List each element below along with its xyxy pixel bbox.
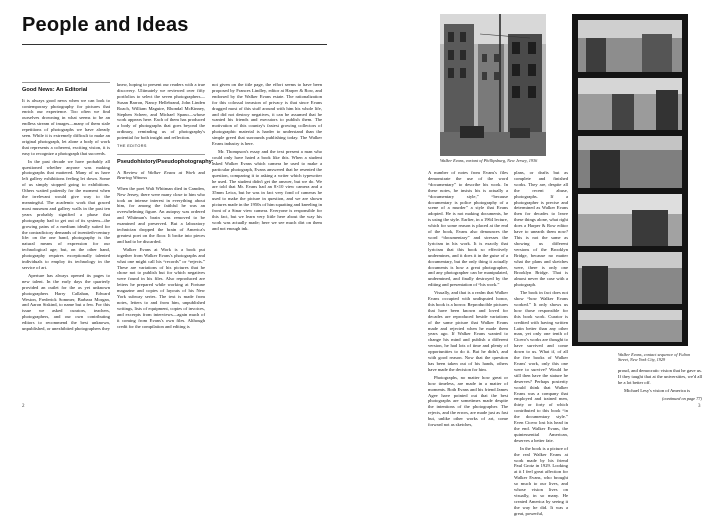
folio-right: 3 bbox=[698, 404, 701, 409]
folio-left: 2 bbox=[22, 404, 25, 409]
section-rule bbox=[22, 82, 110, 83]
continued-note: (continued on page 77) bbox=[662, 395, 702, 401]
paragraph: Aperture has always opened its pages to new talent. In the early days the quarterly provided an outlet for the as yet unknown photographers Harry Callahan, Edward Weston, Frederick Sommer, Barbara Morgan, and Aaron Siskind, to name but a few. For this issue we asked curators, teachers, photographers, and our own contributing editors to recommend the best unknown, unpublished, or unexhibited photographers they bbox=[22, 272, 110, 332]
section-rule bbox=[117, 154, 205, 155]
column-6 bbox=[618, 368, 702, 402]
title-rule bbox=[22, 44, 327, 45]
caption-top-photo: Walker Evans, variant of Phillipsburg, New Jersey, 1936 bbox=[440, 158, 538, 163]
paragraph: Photographs, no matter how great or how timeless, are made in a matter of moments. Both Evans and his friend James Agee have pointed out that the best photographs are sometimes made despite the intentions of the photographer. The rejects, and the errors, are made just as fast but, unlike other works of art, come forward not as sketches, bbox=[428, 374, 508, 428]
paragraph: Walker Evans at Work is a book put together from Walker Evans's photographs and what one might call his “records” or “rejects.” These are variations of his pictures that he chose not to publish but for which negatives were found in his files. Also reproduced are letters he prepared while working at Fortune magazine and copies of layouts of his New York subway series. The text is made from notes, letters to and from him, unpublished writings, lists of equipment, copies of invoices, and excerpts from interviews—again much of it coming from Evans's own files. Although credit for the compilation and editing is bbox=[117, 246, 205, 329]
paragraph: not given on the title page, the effort seems to have been proposed by Frances Lindley, editor at Harper & Row, and endorsed by the Walker Evans estate. The rationalization for this colossal invasion of privacy is that since Evans dragged most of this stuff around with him his whole life, and did not destroy negatives, it can be assumed that he wanted his friends and executors to publish them. The motivation of this country's fastest growing collectors of photographic material is harder to understand than the simple greed that surrounds publishing today. The Walker Evans industry is here. bbox=[212, 82, 322, 147]
caption-bottom-photo: Walker Evans, contact sequence of Fulton Street, New York City, 1929 bbox=[618, 352, 691, 363]
paragraph: In the past decade we have probably all questioned whether anyone was making photographs that mattered. Many of us have left gallery exhibitions feeling let down. Some of us simply stopped going to exhibitions. Others waited patiently for the moment when the irrelevant would give way to the meaningful. The academic work that graced most museum and gallery walls in the past ten years probably signified a phase that photography had to get out of its system—the growing pains of a medium ideally suited for the contradictory demands of twentieth-century life: on the one hand, photography is the natural means of expression for our technological age; but, on the other hand, photography requires exceptionally talented individuals to employ its technology in the service of art. bbox=[22, 158, 110, 270]
page-title: People and Ideas bbox=[22, 14, 189, 36]
editors-signature: THE EDITORS bbox=[117, 144, 147, 149]
paragraph: A number of notes from Evans's files demonstrate the use of the word “documentary” to describe his work. In these notes, he insists his is actually a “documentary style,” “because documentary is police photography of a scene of a murder” a style that Evans adopted. He is not making documents, he is using the style. Earlier, in a 1964 lecture, which for some reason is placed at the end of the book, Evans also denounces the word “documentary” and stresses the lyricism in his work. It is exactly that lyricism that this book so effectively undermines, and it does it in the guise of a documentary, but the only thing it actually documents is how a great photographer, and any photographer can be manipulated, undermined, and finally destroyed by the editing and presentation of “his work.” bbox=[428, 170, 508, 288]
street-scene-image bbox=[440, 14, 546, 156]
paragraph: It is always good news when we can look to contemporary photography for pictures that enrich our experience. Too often we find ourselves drowning in what seems to be an endless stream of images—many of them stale repetitions of photographs we have already seen. While it is extremely difficult to make an original photograph, let alone a body of work that represents a coherent, exciting vision, it is easy to recognize a photograph that succeeds. bbox=[22, 97, 110, 156]
column-1 bbox=[22, 82, 110, 400]
paragraph: proud, and democratic vision that he gave us. If they taught that at the universities, we'd all be a lot better off. bbox=[618, 368, 702, 385]
column-2 bbox=[117, 82, 214, 400]
paragraph: plans, or drafts but as complete and finished works. They are, despite all the recent abuse, photographs. If a photographer is precise and determined as Walker Evans then for decades to leave these things alone, what right does a Harper & Row editor have to unearth them now? This is not the same as showing us different versions of the Brooklyn Bridge, because no matter what the plans and sketches were, there is only one Brooklyn Bridge. That is almost never the case with a photograph. bbox=[514, 170, 568, 288]
paragraph: knew, hoping to present our readers with a true discovery. Ultimately we reviewed over fifty portfolios to select the seven photographers—Susan Barron, Nancy Hellebrand, John Linden Roach, William Maguire, Rhondal McKinney, Stephen Scheer, and Michael Spano—whose work appears here. Each of them has produced a body of photographs that goes beyond the ordinary, reminding us of photography's potential for both insight and reflection. bbox=[117, 82, 205, 141]
paragraph: Mr. Thompson's essay and the text present a man who could only have hated a book like this. When a student asked Walker Evans which camera he used to make a particular photograph, Evans answered that he resented the question, comparing it to asking a writer which typewriter he used. The student didn't get the answer, but we do. We are told that Mr. Evans had an 8×10 view camera and a 35mm Leica, but he was in fact very fond of cameras he used to make the picture in question, and we are shown pictures made in the 1950s of him squatting and kneeling in front of a Sinar view camera. Everyone is responsible for this fact, but we learn very little here about the way his work was actually made; here we see much dirt on them and not enough ink. bbox=[212, 148, 322, 231]
paragraph: In the book is a picture of the real Walker Evans at work made by his friend Paul Grotz in 1929. Looking at it I feel great affection for Walker Evans, who brought so much to our lives, and whose vision lives on visually, in so many. He created America by seeing it the way he did. It was a great, powerful, bbox=[514, 445, 568, 516]
review-deck: A Review of Walker Evans at Work and Bearing Witness bbox=[117, 169, 205, 181]
paragraph: The book in fact does not show “how Walker Evans worked.” It only shows us how those responsible for this book work. Curator is credited with having written Latin better than any other man, yet only one tenth of Cicero's works are thought to have survived and come down to us. What if, of all the five books of Walker Evans' work, only this one were to survive? Would he still then have the stature he deserves? Perhaps posterity would think that Walker Evans was a company that employed and trained men, thirty or forty of which contributed to this book “in the documentary style.” Even Cicero lost his head in the end. Walker Evans, the quintessential American, deserves a better fate. bbox=[514, 290, 568, 443]
column-3 bbox=[212, 82, 322, 400]
column-4 bbox=[428, 170, 508, 428]
paragraph: Visually, and that is a realm that Walker Evans occupied with undisputed honor, this book is a horror. Reproducible pictures that have been known and loved for decades are reproduced beside variations of the same picture that Walker Evans made and rejected when he made them years ago. If Walker Evans wanted to change his mind and publish a different version, he had lots of time and plenty of opportunities to do it. But he didn't, and with good reason. Now that the question has been taken out of his hands, others have made the decision for him. bbox=[428, 290, 508, 372]
contact-sequence-image bbox=[572, 14, 688, 346]
review-heading: Pseudohistory/Pseudophotography: bbox=[117, 158, 214, 165]
paragraph: Michael Lesy's vision of America is bbox=[624, 387, 691, 393]
photo-phillipsburg bbox=[440, 14, 546, 156]
editorial-heading: Good News: An Editorial bbox=[22, 87, 88, 93]
photo-contact-sheet bbox=[572, 14, 688, 346]
paragraph: When the poet Walt Whitman died in Camden, New Jersey, there were many close to him who took an intense interest in everything about him, for among the faithful he was an overwhelming figure. An autopsy was ordered and Whitman's brain was removed to be examined and preserved. But a laboratory technician dropped the brain of America's greatest poet on the floor. It broke into pieces and had to be discarded. bbox=[117, 185, 205, 244]
column-5 bbox=[514, 170, 568, 516]
